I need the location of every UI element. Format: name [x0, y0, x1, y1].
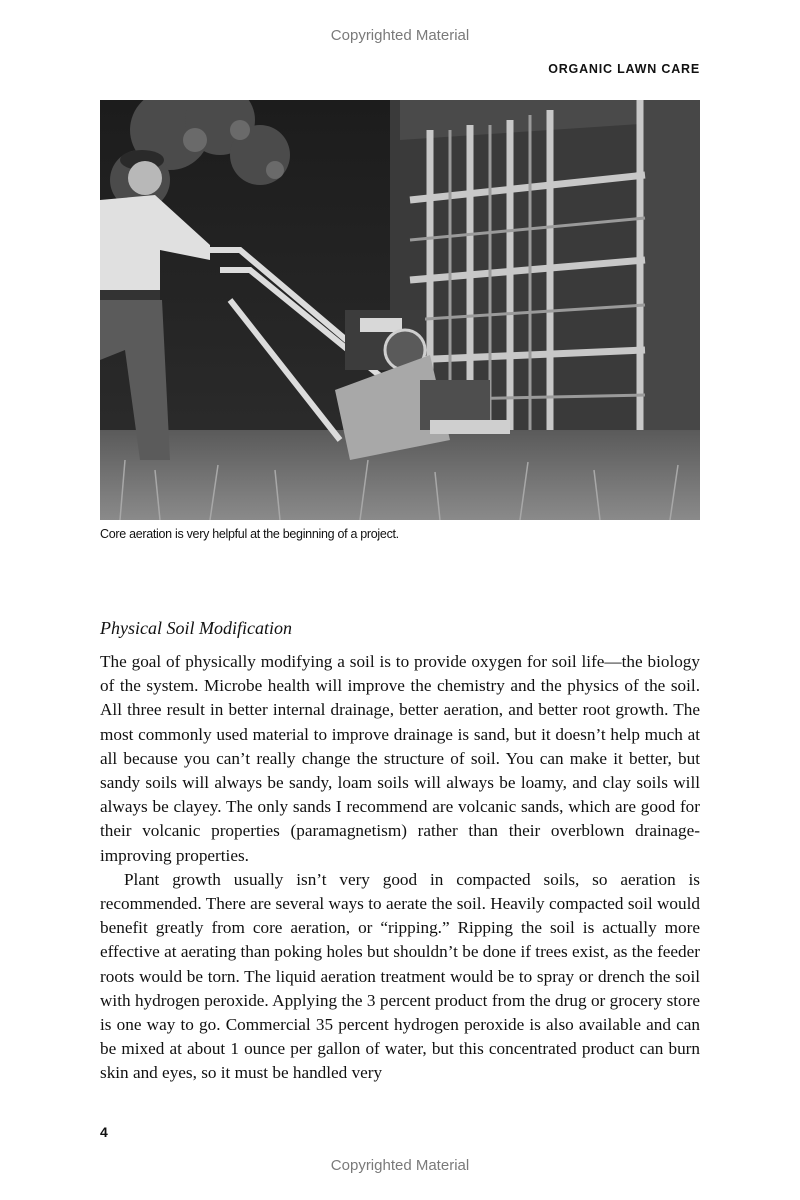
watermark-top: Copyrighted Material — [330, 27, 470, 44]
body-text — [100, 650, 700, 1086]
section-heading: Physical Soil Modification — [100, 618, 292, 638]
page-number: 4 — [100, 1124, 108, 1140]
running-head: ORGANIC LAWN CARE — [548, 62, 700, 76]
watermark-bottom: Copyrighted Material — [330, 1157, 470, 1174]
figure-caption: Core aeration is very helpful at the beginning of a project. — [100, 527, 399, 541]
paragraph: The goal of physically modifying a soil is to provide oxygen for soil life—the biology of the system. Microbe health will improve the chemistry and the physics of the soil. All three result in better internal drainage, better aeration, and better root growth. The most commonly used material to improve drainage is sand, but it doesn’t help much at all because you can’t really change the structure of soil. You can make it better, but sandy soils will always be sandy, loam soils will always be loamy, and clay soils will always be clayey. The only sands I recommend are volcanic sands, which are good for their volcanic properties (paramagnetism) rather than their overblown drainage-improving properties. — [100, 652, 700, 865]
paragraph: Plant growth usually isn’t very good in compacted soils, so aeration is recommended. There are several ways to aerate the soil. Heavily compacted soil would benefit greatly from core aeration, or “ripping.” Ripping the soil is actually more effective at aerating than poking holes but shouldn’t be done if trees exist, as the feeder roots would be torn. The liquid aeration treatment would be to spray or drench the soil with hydrogen peroxide. Applying the 3 percent product from the drug or grocery store is one way to go. Commercial 35 percent hydrogen peroxide is also available and can be mixed at about 1 ounce per gallon of water, but this concentrated product can burn skin and eyes, so it must be handled very — [100, 869, 700, 1083]
aeration-photo — [100, 100, 700, 520]
